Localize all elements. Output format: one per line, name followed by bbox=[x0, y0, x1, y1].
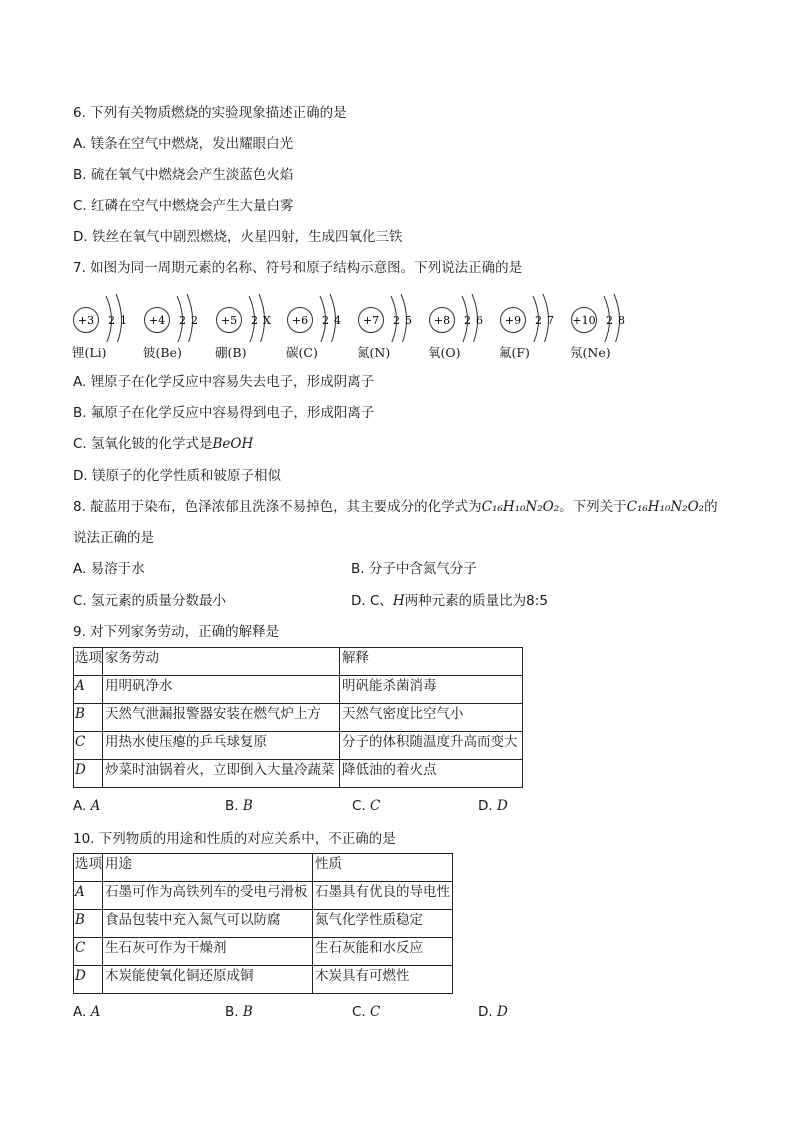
answer-option bbox=[478, 798, 508, 814]
answer-option bbox=[73, 798, 100, 814]
q7-option-b: B. 氟原子在化学反应中容易得到电子，形成阳离子 bbox=[73, 405, 375, 421]
q8-option-d-h: H bbox=[392, 593, 405, 609]
table-cell: 生石灰可作为干燥剂 bbox=[103, 938, 313, 966]
option-letter-cell: B bbox=[74, 704, 103, 732]
q8-stem bbox=[73, 498, 718, 516]
element-name: 碳(C) bbox=[286, 345, 318, 360]
answer-label: B. bbox=[225, 798, 243, 814]
answer-value: B bbox=[242, 1004, 253, 1020]
table-cell: 氮气化学性质稳定 bbox=[313, 910, 453, 938]
table-row bbox=[74, 882, 453, 910]
q8-option-d-text-2: 两种元素的质量比为8:5 bbox=[404, 593, 548, 609]
table-row bbox=[74, 704, 523, 732]
atom-diagram bbox=[570, 292, 642, 362]
table-cell: 木炭具有可燃性 bbox=[313, 966, 453, 994]
q8-option-d-text: D. C、 bbox=[351, 593, 393, 609]
option-letter-cell: C bbox=[74, 938, 103, 966]
electron-count: 5 bbox=[405, 314, 412, 327]
table-cell: 天然气密度比空气小 bbox=[340, 704, 523, 732]
table-row bbox=[74, 732, 523, 760]
answer-option bbox=[73, 1004, 100, 1020]
atom-diagram bbox=[428, 292, 500, 362]
q8-option-b: B. 分子中含氮气分子 bbox=[351, 561, 477, 577]
table-header-cell: 家务劳动 bbox=[103, 648, 340, 676]
electron-count: 4 bbox=[334, 314, 341, 327]
q6-option-a: A. 镁条在空气中燃烧，发出耀眼白光 bbox=[73, 136, 294, 152]
table-cell: 生石灰能和水反应 bbox=[313, 938, 453, 966]
answer-value: C bbox=[370, 798, 381, 814]
table-header-row bbox=[74, 648, 523, 676]
nucleus-charge: +10 bbox=[572, 314, 596, 327]
answer-option bbox=[352, 1004, 380, 1020]
answer-label: A. bbox=[73, 798, 91, 814]
nucleus-charge: +8 bbox=[433, 314, 451, 327]
table-row bbox=[74, 910, 453, 938]
answer-value: A bbox=[90, 1004, 101, 1020]
electron-count: 2 bbox=[393, 314, 400, 327]
q7-option-c-formula: BeOH bbox=[212, 436, 254, 452]
nucleus-charge: +9 bbox=[504, 314, 522, 327]
electron-count: 2 bbox=[535, 314, 542, 327]
electron-count: X bbox=[263, 314, 271, 327]
q8-stem-text-2: 。下列关于 bbox=[559, 499, 627, 515]
electron-count: 2 bbox=[322, 314, 329, 327]
table-header-cell: 选项 bbox=[74, 648, 103, 676]
q7-option-c bbox=[73, 435, 253, 453]
table-cell: 用明矾净水 bbox=[103, 676, 340, 704]
q10-stem: 10. 下列物质的用途和性质的对应关系中，不正确的是 bbox=[73, 831, 396, 847]
answer-value: D bbox=[496, 798, 508, 814]
q9-stem: 9. 对下列家务劳动，正确的解释是 bbox=[73, 624, 280, 640]
table-cell: 明矾能杀菌消毒 bbox=[340, 676, 523, 704]
option-letter-cell: A bbox=[74, 676, 103, 704]
q8-option-a: A. 易溶于水 bbox=[73, 561, 145, 577]
element-name: 氖(Ne) bbox=[570, 345, 611, 360]
table-cell: 炒菜时油锅着火，立即倒入大量冷蔬菜 bbox=[103, 760, 340, 788]
answer-label: C. bbox=[352, 1004, 371, 1020]
answer-value: B bbox=[242, 798, 253, 814]
element-name: 氟(F) bbox=[499, 345, 530, 360]
q10-table bbox=[73, 853, 453, 994]
atom-diagram bbox=[215, 292, 287, 362]
table-row bbox=[74, 966, 453, 994]
electron-count: 2 bbox=[191, 314, 198, 327]
nucleus-charge: +7 bbox=[362, 314, 380, 327]
q6-stem: 6. 下列有关物质燃烧的实验现象描述正确的是 bbox=[73, 105, 347, 121]
electron-count: 7 bbox=[547, 314, 554, 327]
q7-option-c-text: C. 氢氧化铍的化学式是 bbox=[73, 436, 213, 452]
electron-count: 6 bbox=[476, 314, 483, 327]
table-header-row bbox=[74, 854, 453, 882]
answer-label: C. bbox=[352, 798, 371, 814]
answer-option bbox=[225, 798, 253, 814]
table-cell: 食品包装中充入氮气可以防腐 bbox=[103, 910, 313, 938]
table-cell: 分子的体积随温度升高而变大 bbox=[340, 732, 523, 760]
q6-option-d: D. 铁丝在氧气中剧烈燃烧，火星四射，生成四氧化三铁 bbox=[73, 229, 403, 245]
answer-label: D. bbox=[478, 798, 497, 814]
electron-count: 1 bbox=[120, 314, 127, 327]
q9-table bbox=[73, 647, 523, 788]
table-row bbox=[74, 760, 523, 788]
atom-diagram bbox=[357, 292, 429, 362]
answer-value: A bbox=[90, 798, 101, 814]
q7-option-d: D. 镁原子的化学性质和铍原子相似 bbox=[73, 468, 281, 484]
q8-option-c: C. 氢元素的质量分数最小 bbox=[73, 593, 227, 609]
answer-value: C bbox=[370, 1004, 381, 1020]
table-header-cell: 性质 bbox=[313, 854, 453, 882]
answer-option bbox=[478, 1004, 508, 1020]
electron-count: 2 bbox=[179, 314, 186, 327]
q8-option-d bbox=[351, 592, 548, 610]
option-letter-cell: C bbox=[74, 732, 103, 760]
electron-count: 2 bbox=[251, 314, 258, 327]
atom-diagram bbox=[286, 292, 358, 362]
element-name: 锂(Li) bbox=[72, 345, 107, 360]
option-letter-cell: D bbox=[74, 966, 103, 994]
table-cell: 用热水使压瘪的乒乓球复原 bbox=[103, 732, 340, 760]
element-name: 氮(N) bbox=[357, 345, 391, 360]
answer-label: A. bbox=[73, 1004, 91, 1020]
atom-diagram bbox=[143, 292, 215, 362]
nucleus-charge: +3 bbox=[77, 314, 95, 327]
table-cell: 降低油的着火点 bbox=[340, 760, 523, 788]
table-row bbox=[74, 676, 523, 704]
nucleus-charge: +4 bbox=[148, 314, 166, 327]
option-letter-cell: B bbox=[74, 910, 103, 938]
electron-count: 2 bbox=[464, 314, 471, 327]
element-name: 氧(O) bbox=[428, 345, 461, 360]
answer-label: B. bbox=[225, 1004, 243, 1020]
q8-formula-2: C₁₆H₁₀N₂O₂ bbox=[626, 499, 705, 515]
atom-diagram bbox=[499, 292, 571, 362]
q8-formula: C₁₆H₁₀N₂O₂ bbox=[481, 499, 560, 515]
atom-diagram bbox=[72, 292, 144, 362]
electron-count: 2 bbox=[108, 314, 115, 327]
nucleus-charge: +5 bbox=[220, 314, 238, 327]
table-header-cell: 解释 bbox=[340, 648, 523, 676]
electron-count: 8 bbox=[618, 314, 625, 327]
table-header-cell: 选项 bbox=[74, 854, 103, 882]
table-header-cell: 用途 bbox=[103, 854, 313, 882]
q8-stem-line2: 说法正确的是 bbox=[73, 530, 154, 546]
answer-option bbox=[352, 798, 380, 814]
option-letter-cell: A bbox=[74, 882, 103, 910]
q6-option-c: C. 红磷在空气中燃烧会产生大量白雾 bbox=[73, 198, 294, 214]
nucleus-charge: +6 bbox=[291, 314, 309, 327]
answer-label: D. bbox=[478, 1004, 497, 1020]
q7-stem: 7. 如图为同一周期元素的名称、符号和原子结构示意图。下列说法正确的是 bbox=[73, 260, 523, 276]
q8-stem-text: 8. 靛蓝用于染布，色泽浓郁且洗涤不易掉色，其主要成分的化学式为 bbox=[73, 499, 482, 515]
q8-stem-text-3: 的 bbox=[704, 499, 718, 515]
q7-option-a: A. 锂原子在化学反应中容易失去电子，形成阴离子 bbox=[73, 374, 375, 390]
table-cell: 石墨具有优良的导电性 bbox=[313, 882, 453, 910]
q6-option-b: B. 硫在氧气中燃烧会产生淡蓝色火焰 bbox=[73, 167, 294, 183]
answer-value: D bbox=[496, 1004, 508, 1020]
element-name: 硼(B) bbox=[215, 345, 247, 360]
table-row bbox=[74, 938, 453, 966]
table-cell: 木炭能使氧化铜还原成铜 bbox=[103, 966, 313, 994]
table-cell: 天然气泄漏报警器安装在燃气炉上方 bbox=[103, 704, 340, 732]
table-cell: 石墨可作为高铁列车的受电弓滑板 bbox=[103, 882, 313, 910]
electron-count: 2 bbox=[606, 314, 613, 327]
answer-option bbox=[225, 1004, 253, 1020]
element-name: 铍(Be) bbox=[143, 345, 182, 360]
option-letter-cell: D bbox=[74, 760, 103, 788]
